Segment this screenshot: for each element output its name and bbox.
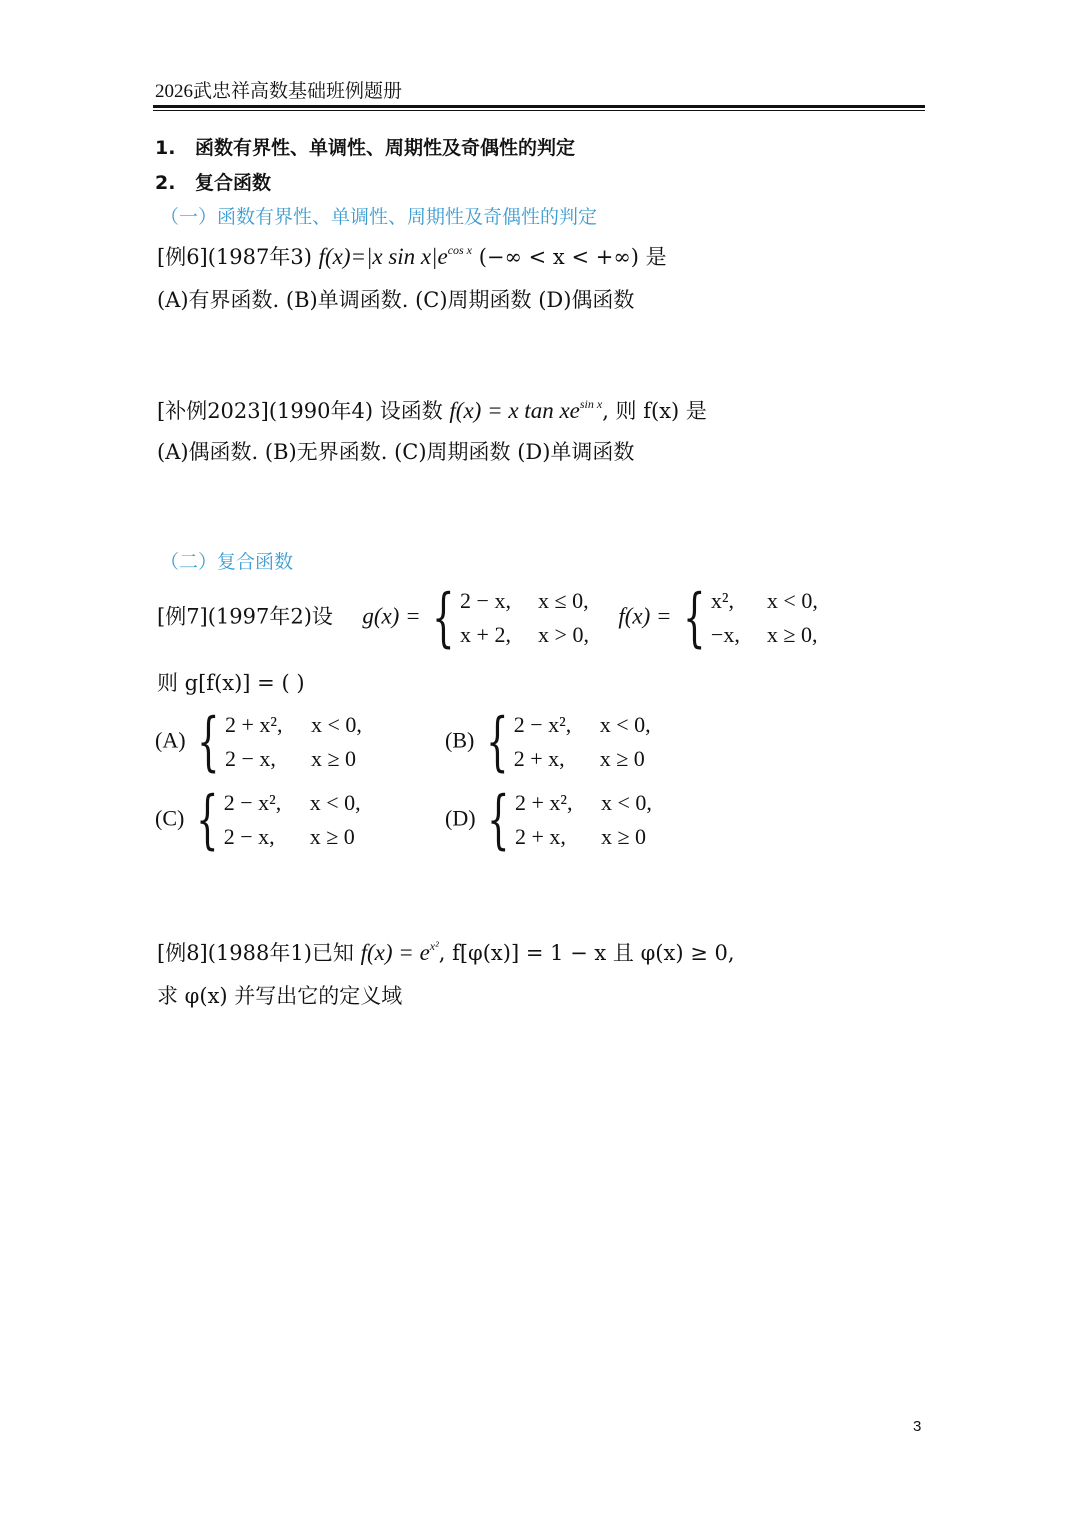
g-lhs: g(x) = [362, 603, 421, 629]
example-tag: [例8](1988年1)已知 [157, 941, 354, 965]
option-label: (A) [155, 727, 186, 753]
f-row-2-cond: x ≥ 0, [766, 622, 818, 647]
option-expr: 2 + x², [514, 790, 573, 815]
example-6-statement [157, 241, 667, 271]
example-2023-options: (A)偶函数. (B)无界函数. (C)周期函数 (D)单调函数 [157, 440, 635, 464]
outline-item-1 [155, 133, 575, 160]
outline-number: 2. [155, 172, 176, 194]
outline-text: 函数有界性、单调性、周期性及奇偶性的判定 [195, 137, 576, 159]
brace: { [683, 581, 706, 655]
brace: { [432, 581, 455, 655]
formula-tail: , 则 f(x) 是 [602, 399, 707, 423]
g-row-2-cond: x > 0, [538, 622, 589, 647]
option-label: (B) [445, 727, 475, 753]
example-tag: [例6](1987年3) [157, 245, 312, 269]
example-2023-statement [157, 395, 707, 425]
example-tag: [例7](1997年2)设 [157, 604, 333, 629]
formula-tail: (−∞ < x < +∞) 是 [478, 245, 667, 269]
exponent: cos x [447, 243, 473, 257]
formula: f(x) = x tan xe [449, 398, 580, 423]
option-b: (B) { 2 − x², x < 0, 2 + x, x ≥ 0 [445, 705, 651, 779]
option-cond: x < 0, [600, 790, 652, 815]
header-rule-thick [153, 105, 925, 108]
exponent: sin x [579, 397, 603, 411]
g-row-1-expr: 2 − x, [460, 588, 511, 613]
example-8-statement [157, 937, 735, 967]
option-d: (D) { 2 + x², x < 0, 2 + x, x ≥ 0 [445, 783, 652, 857]
lead-text: 设函数 [379, 399, 443, 423]
outline-number: 1. [155, 137, 176, 159]
option-expr: 2 − x, [223, 824, 275, 849]
section-heading-1: （一）函数有界性、单调性、周期性及奇偶性的判定 [160, 206, 598, 228]
option-cond: x < 0, [599, 712, 651, 737]
example-7-statement [157, 581, 818, 655]
formula-tail: , f[φ(x)] = 1 − x 且 φ(x) ≥ 0, [438, 941, 735, 965]
page-number: 3 [913, 1418, 922, 1435]
header-rule-thin [153, 110, 925, 111]
outline-text: 复合函数 [195, 172, 272, 194]
example-tag: [补例2023](1990年4) [157, 399, 374, 423]
formula: f(x)=|x sin x|e [318, 244, 448, 269]
option-expr: 2 − x², [223, 790, 282, 815]
option-cond: x < 0, [310, 712, 362, 737]
f-lhs: f(x) = [618, 603, 672, 629]
option-expr: 2 − x, [224, 746, 276, 771]
g-row-1-cond: x ≤ 0, [538, 588, 589, 613]
section-heading-2: （二）复合函数 [160, 551, 294, 573]
g-row-2-expr: x + 2, [460, 622, 511, 647]
example-6-options: (A)有界函数. (B)单调函数. (C)周期函数 (D)偶函数 [157, 288, 635, 312]
exponent: x² [429, 939, 439, 953]
f-piecewise [678, 581, 818, 655]
option-cond: x ≥ 0 [310, 746, 357, 771]
option-cond: x ≥ 0 [309, 824, 355, 849]
option-cond: x ≥ 0 [600, 824, 647, 849]
f-row-1-cond: x < 0, [766, 588, 818, 613]
option-expr: 2 + x², [224, 712, 283, 737]
f-row-2-expr: −x, [710, 622, 740, 647]
g-piecewise [427, 581, 589, 655]
option-cond: x < 0, [309, 790, 361, 815]
example-7-question: 则 g[f(x)] = ( ) [157, 671, 305, 695]
option-expr: 2 + x, [514, 824, 566, 849]
option-label: (D) [445, 805, 476, 831]
option-c: (C) { 2 − x², x < 0, 2 − x, x ≥ 0 [155, 783, 361, 857]
header-title: 2026武忠祥高数基础班例题册 [155, 81, 403, 102]
option-cond: x ≥ 0 [599, 746, 645, 771]
option-expr: 2 + x, [513, 746, 565, 771]
option-a: (A) { 2 + x², x < 0, 2 − x, x ≥ 0 [155, 705, 362, 779]
f-row-1-expr: x², [710, 588, 735, 613]
formula: f(x) = e [360, 940, 430, 965]
example-8-line-2: 求 φ(x) 并写出它的定义域 [157, 984, 403, 1008]
option-expr: 2 − x², [513, 712, 572, 737]
option-label: (C) [155, 805, 185, 831]
outline-item-2 [155, 168, 271, 195]
